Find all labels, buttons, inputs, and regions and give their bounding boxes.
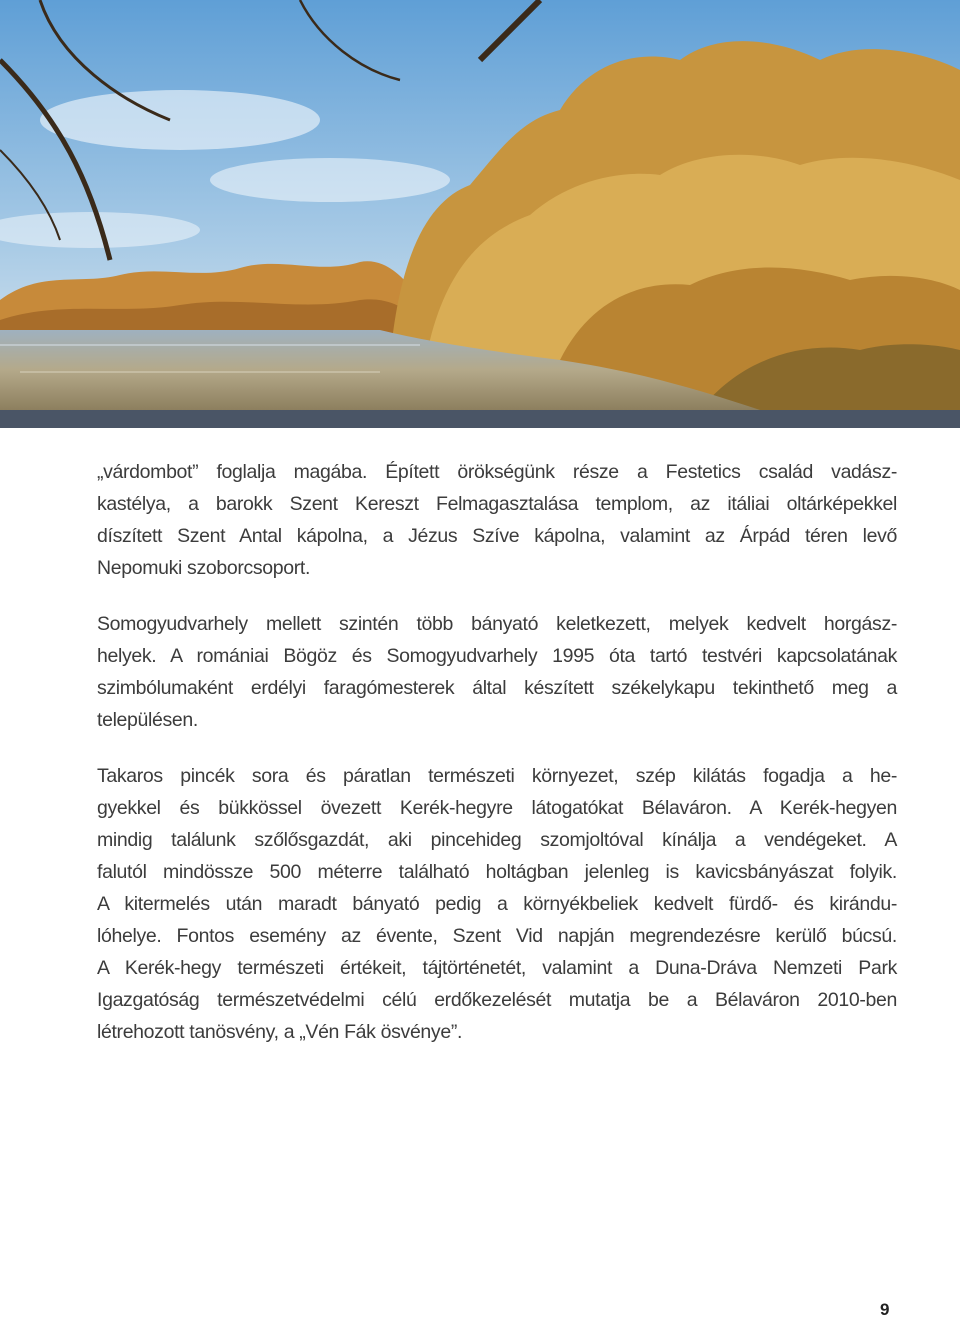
header-divider-band — [0, 410, 960, 428]
river-landscape-icon — [0, 0, 960, 410]
text-line: településen. — [97, 709, 198, 731]
text-line: szimbólumaként erdélyi faragómesterek által készített székelykapu tekinthető meg a — [97, 677, 897, 699]
text-line: díszített Szent Antal kápolna, a Jézus Szíve kápolna, valamint az Árpád téren levő — [97, 525, 897, 547]
paragraph-1 — [97, 456, 897, 584]
text-line: gyekkel és bükkössel övezett Kerék-hegyre látogatókat Bélaváron. A Kerék-hegyen — [97, 797, 897, 819]
text-line: lóhelye. Fontos esemény az évente, Szent Vid napján megrendezésre kerülő búcsú. — [97, 925, 897, 947]
paragraph-2 — [97, 608, 897, 736]
text-line: Somogyudvarhely mellett szintén több bányató keletkezett, melyek kedvelt horgász- — [97, 613, 897, 635]
text-line: Nepomuki szoborcsoport. — [97, 557, 311, 579]
text-line: A kitermelés után maradt bányató pedig a környékbeliek kedvelt fürdő- és kirándu- — [97, 893, 897, 915]
text-line: Igazgatóság természetvédelmi célú erdőkezelését mutatja be a Bélaváron 2010-ben — [97, 989, 897, 1011]
text-line: Takaros pincék sora és páratlan természeti környezet, szép kilátás fogadja a he- — [97, 765, 897, 787]
river-landscape-photo — [0, 0, 960, 410]
text-line: kastélya, a barokk Szent Kereszt Felmagasztalása templom, az itáliai oltárképekkel — [97, 493, 897, 515]
page-number: 9 — [880, 1300, 890, 1319]
text-line: falutól mindössze 500 méterre található holtágban jelenleg is kavicsbányászat folyik. — [97, 861, 897, 883]
text-line: helyek. A romániai Bögöz és Somogyudvarhely 1995 óta tartó testvéri kapcsolatának — [97, 645, 897, 667]
text-line: létrehozott tanösvény, a „Vén Fák ösvénye”. — [97, 1021, 463, 1043]
text-line: mindig találunk szőlősgazdát, aki pincehideg szomjoltóval kínálja a vendégeket. A — [97, 829, 897, 851]
body-text — [97, 456, 897, 1072]
text-line: „várdombot” foglalja magába. Épített örökségünk része a Festetics család vadász- — [97, 461, 897, 483]
text-line: A Kerék-hegy természeti értékeit, tájtörténetét, valamint a Duna-Dráva Nemzeti Park — [97, 957, 897, 979]
paragraph-3 — [97, 760, 897, 1048]
